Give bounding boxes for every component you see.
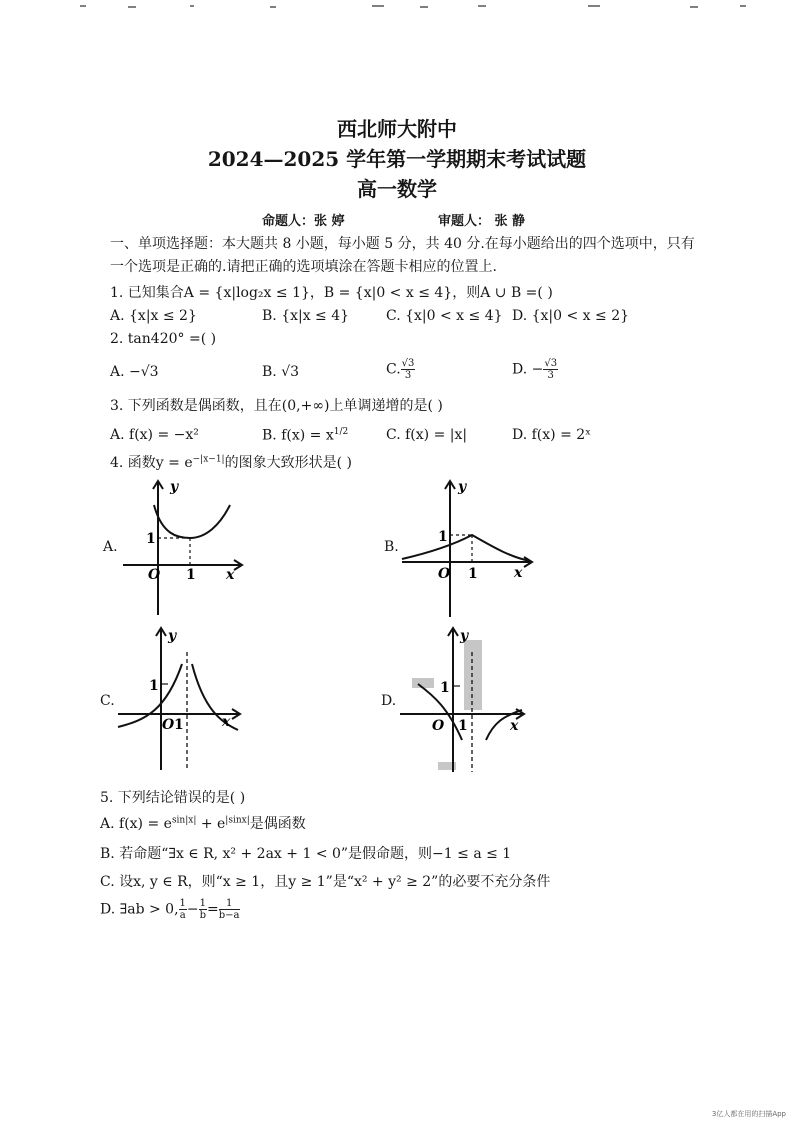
q2-option-d-fraction	[543, 358, 558, 381]
q2-option-c-numerator: √3	[401, 358, 415, 369]
q5-option-d-frac3	[219, 898, 240, 921]
graph-a-y-label: y	[170, 479, 179, 495]
q5-option-a-mid: + e	[196, 816, 226, 832]
q5-option-a	[100, 813, 306, 833]
graph-c-x-one-label: 1	[174, 717, 184, 733]
q5-option-d-equals: =	[207, 901, 219, 918]
q5-option-d-frac3-num: 1	[219, 898, 240, 910]
q5-option-d-frac3-den: b−a	[218, 910, 240, 921]
graph-c-y-label: y	[168, 628, 177, 644]
graph-b-origin-label: O	[438, 566, 451, 582]
q2-option-d	[512, 358, 558, 381]
q4-graph-b	[398, 475, 538, 620]
q5-option-d-frac2	[199, 898, 207, 921]
q5-option-b: B. 若命题“∃x ∈ R, x² + 2ax + 1 < 0”是假命题，则−1 ≤ a ≤ 1	[100, 846, 512, 862]
q4-graph-d	[398, 622, 528, 774]
q4-stem-exponent: −|x−1|	[192, 454, 225, 465]
graph-a-curve	[154, 505, 230, 538]
q5-option-d-minus: −	[186, 901, 199, 918]
q5-option-d-frac1-num: 1	[179, 898, 186, 909]
q2-option-c-prefix: C.	[386, 361, 401, 378]
q5-option-c: C. 设x, y ∈ R，则“x ≥ 1，且y ≥ 1”是“x² + y² ≥ 2”的必要不充分条件	[100, 874, 551, 890]
section-instruction-line1: 一、单项选择题：本大题共 8 小题，每小题 5 分，共 40 分.在每小题给出的四个选项中，只有	[110, 236, 695, 252]
graph-c-x-label: x	[222, 714, 231, 730]
q2-option-a: A. −√3	[110, 364, 159, 380]
graph-b-x-one-label: 1	[468, 566, 478, 582]
q2-option-d-numerator: √3	[544, 358, 558, 369]
graph-b-y-label: y	[458, 479, 467, 495]
q3-option-b-base: B. f(x) = x	[262, 427, 334, 444]
graph-c-origin-label: O	[162, 717, 175, 733]
q4-graph-a	[118, 475, 248, 620]
q5-option-a-exp2: |sinx|	[225, 815, 250, 826]
q1-option-a: A. {x|x ≤ 2}	[110, 308, 197, 324]
q3-option-b	[262, 427, 348, 444]
q2-stem: 2. tan420° =( )	[110, 331, 217, 347]
q5-option-d-frac1-den: a	[179, 910, 186, 921]
q2-option-c-fraction	[401, 358, 416, 381]
q5-option-d	[100, 898, 240, 921]
q4-graph-c-label: C.	[100, 693, 115, 709]
q1-option-b: B. {x|x ≤ 4}	[262, 308, 350, 324]
q1-option-c: C. {x|0 < x ≤ 4}	[386, 308, 503, 324]
q5-option-a-prefix: A. f(x) = e	[100, 816, 172, 832]
graph-d-x-one-label: 1	[458, 718, 468, 734]
q1-stem: 1. 已知集合A = {x|log₂x ≤ 1}，B = {x|0 < x ≤ 4}，则A ∪ B =( )	[110, 285, 553, 301]
q5-option-a-exp1: sin|x|	[171, 815, 197, 826]
q2-option-b: B. √3	[262, 364, 300, 380]
q5-stem: 5. 下列结论错误的是( )	[100, 790, 246, 806]
graph-a-x-label: x	[226, 567, 235, 583]
q5-option-d-frac2-num: 1	[199, 898, 207, 909]
graph-d-origin-label: O	[432, 718, 445, 734]
q4-graph-a-label: A.	[103, 539, 118, 555]
q4-graph-c	[116, 622, 246, 772]
q2-option-d-denominator: 3	[547, 370, 554, 381]
q4-graph-d-label: D.	[381, 693, 397, 709]
q5-option-a-suffix: 是偶函数	[249, 816, 306, 832]
graph-c-curve-right	[192, 664, 238, 730]
graph-a-x-one-label: 1	[186, 567, 196, 583]
q5-option-d-frac2-den: b	[199, 910, 207, 921]
graph-d-y-label: y	[460, 628, 469, 644]
graph-a-y-one-label: 1	[146, 531, 156, 547]
graph-b-curve	[402, 535, 530, 561]
graph-c-y-one-label: 1	[149, 678, 159, 694]
graph-a-origin-label: O	[148, 567, 161, 583]
school-name: 西北师大附中	[337, 117, 457, 141]
q3-option-c: C. f(x) = |x|	[386, 427, 468, 443]
q2-option-c	[386, 358, 415, 381]
q4-stem-suffix: 的图象大致形状是( )	[224, 455, 352, 471]
q4-graph-b-label: B.	[384, 539, 399, 555]
graph-d-y-one-label: 1	[440, 680, 450, 696]
subject-title: 高一数学	[357, 177, 437, 201]
section-instruction-line2: 一个选项是正确的.请把正确的选项填涂在答题卡相应的位置上.	[110, 259, 497, 275]
graph-b-y-one-label: 1	[438, 529, 448, 545]
q3-option-b-exponent: 1/2	[333, 427, 349, 437]
q4-stem	[110, 452, 352, 472]
q4-stem-prefix: 4. 函数y = e	[110, 455, 193, 471]
q2-option-d-prefix: D. −	[512, 361, 544, 378]
setter-label: 命题人：张 婷	[262, 214, 345, 229]
scanner-watermark: 3亿人都在用的扫描App	[711, 1110, 786, 1118]
graph-d-x-label: x	[510, 718, 519, 734]
q3-stem: 3. 下列函数是偶函数，且在(0,+∞)上单调递增的是( )	[110, 398, 443, 414]
graph-b-x-label: x	[514, 565, 523, 581]
q3-option-d: D. f(x) = 2ˣ	[512, 427, 592, 443]
q1-option-d: D. {x|0 < x ≤ 2}	[512, 308, 630, 324]
q2-option-c-denominator: 3	[404, 370, 412, 381]
scan-artifact-strip	[0, 0, 794, 14]
q5-option-d-prefix: D. ∃ab > 0,	[100, 901, 179, 918]
exam-title: 2024—2025 学年第一学期期末考试试题	[207, 147, 587, 171]
q5-option-d-frac1	[179, 898, 187, 921]
q3-option-a: A. f(x) = −x²	[110, 427, 199, 443]
reviewer-label: 审题人： 张 静	[438, 214, 526, 229]
